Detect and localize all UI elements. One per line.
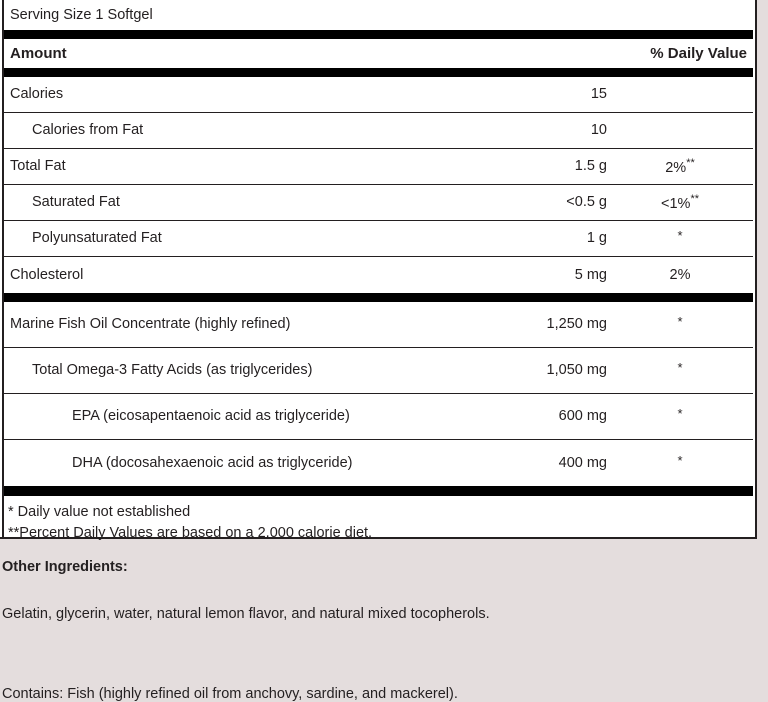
row-daily-value: *	[677, 360, 683, 376]
row-daily-value: *	[677, 228, 683, 244]
row-amount-value: 1,250 mg	[546, 316, 607, 333]
table-row	[4, 185, 753, 221]
row-daily-value: *	[677, 314, 683, 330]
serving-size-row	[4, 0, 755, 30]
row-nutrient-name: Calories	[10, 86, 64, 103]
table-header-row	[4, 39, 753, 68]
table-row	[4, 440, 753, 486]
footnotes-block	[4, 496, 755, 544]
other-ingredients-section	[0, 560, 768, 702]
table-row	[4, 348, 753, 394]
divider-bar-top	[4, 30, 753, 39]
supplement-facts-panel-inner	[2, 0, 755, 541]
table-row	[4, 257, 753, 293]
table-row	[4, 113, 753, 149]
row-amount-value: 1.5 g	[574, 158, 607, 175]
serving-size-text: Serving Size 1 Softgel	[10, 6, 153, 23]
row-amount-value: 15	[590, 86, 607, 103]
contains-allergen-statement: Contains: Fish (highly refined oil from anchovy, sardine, and mackerel).	[2, 686, 458, 702]
row-nutrient-name: Marine Fish Oil Concentrate (highly refined)	[10, 316, 291, 333]
table-row	[4, 302, 753, 348]
divider-bar-omega-section	[4, 293, 753, 302]
row-daily-value: <1%**	[661, 192, 699, 212]
row-daily-value: *	[677, 406, 683, 422]
table-row	[4, 394, 753, 440]
row-daily-value: 2%**	[665, 156, 695, 176]
row-amount-value: 600 mg	[558, 408, 607, 425]
row-nutrient-name: Cholesterol	[10, 266, 84, 283]
spacer-a	[0, 575, 768, 607]
row-daily-value: 2%	[669, 266, 691, 283]
nutrition-rows-group-2	[4, 302, 755, 486]
nutrition-rows-group-1	[4, 77, 755, 293]
daily-value-header-label: % Daily Value	[650, 45, 747, 62]
row-amount-value: 1,050 mg	[546, 362, 607, 379]
footnote-line: * Daily value not established	[8, 504, 191, 520]
divider-bar-under-header	[4, 68, 753, 77]
table-row	[4, 149, 753, 185]
spacer-b	[0, 621, 768, 687]
row-amount-value: 10	[590, 122, 607, 139]
row-amount-value: 1 g	[586, 230, 607, 247]
row-amount-value: 400 mg	[558, 454, 607, 471]
row-nutrient-name: EPA (eicosapentaenoic acid as triglyceride)	[72, 408, 350, 425]
amount-header-label: Amount	[10, 45, 67, 62]
table-row	[4, 221, 753, 257]
footnote-line: **Percent Daily Values are based on a 2,000 calorie diet.	[8, 525, 373, 541]
row-nutrient-name: DHA (docosahexaenoic acid as triglyceride)	[72, 454, 353, 471]
table-row	[4, 77, 753, 113]
row-nutrient-name: Calories from Fat	[32, 122, 144, 139]
other-ingredients-list: Gelatin, glycerin, water, natural lemon flavor, and natural mixed tocopherols.	[2, 605, 490, 622]
row-nutrient-name: Saturated Fat	[32, 194, 120, 211]
row-nutrient-name: Polyunsaturated Fat	[32, 230, 162, 247]
row-amount-value: 5 mg	[574, 266, 607, 283]
other-ingredients-title: Other Ingredients:	[2, 559, 128, 575]
row-nutrient-name: Total Fat	[10, 158, 66, 175]
row-daily-value: *	[677, 452, 683, 468]
row-amount-value: <0.5 g	[566, 194, 607, 211]
row-nutrient-name: Total Omega-3 Fatty Acids (as triglycerides)	[32, 362, 313, 379]
divider-bar-footnotes	[4, 486, 753, 496]
